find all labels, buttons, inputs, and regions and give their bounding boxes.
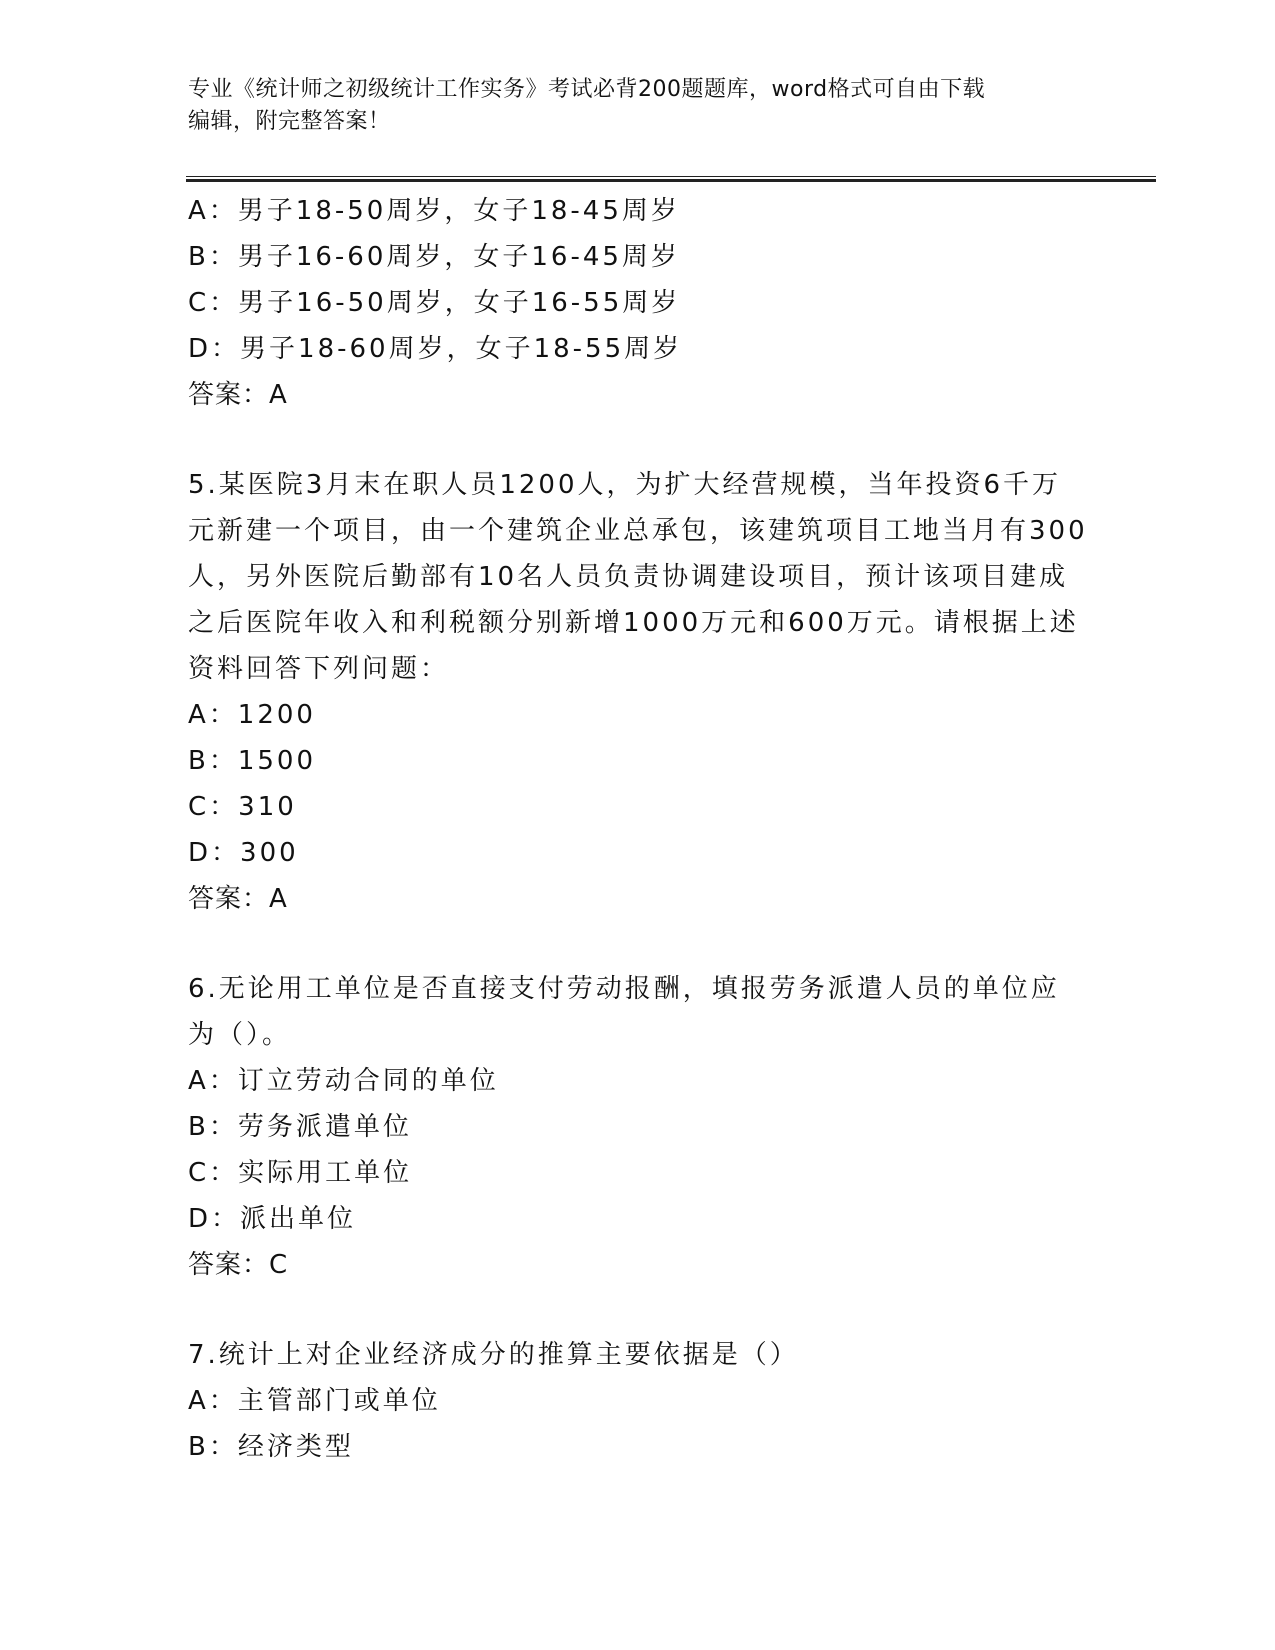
option-a: A：订立劳动合同的单位: [188, 1066, 499, 1096]
question-stem-line: 人，另外医院后勤部有10名人员负责协调建设项目，预计该项目建成: [188, 562, 1069, 592]
option-d: D：男子18-60周岁，女子18-55周岁: [188, 334, 683, 364]
question-6: [188, 966, 1088, 1288]
question-stem-line: 6.无论用工单位是否直接支付劳动报酬，填报劳务派遣人员的单位应: [188, 974, 1060, 1004]
spacer: [188, 922, 1088, 966]
option-b: B：男子16-60周岁，女子16-45周岁: [188, 242, 680, 272]
page-header: [188, 74, 1088, 138]
option-c: C：310: [188, 792, 297, 822]
header-title-line-2: 编辑，附完整答案！: [188, 109, 391, 134]
option-a: A：1200: [188, 700, 316, 730]
question-stem-line: 之后医院年收入和利税额分别新增1000万元和600万元。请根据上述: [188, 608, 1079, 638]
option-a: A：男子18-50周岁，女子18-45周岁: [188, 196, 680, 226]
question-5: [188, 462, 1088, 922]
option-d: D：派出单位: [188, 1204, 357, 1234]
question-7: [188, 1332, 1088, 1470]
header-title-line-1: 专业《统计师之初级统计工作实务》考试必背200题题库，word格式可自由下载: [188, 77, 986, 102]
question-stem-line: 5.某医院3月末在职人员1200人，为扩大经营规模，当年投资6千万: [188, 470, 1062, 500]
option-a: A：主管部门或单位: [188, 1386, 441, 1416]
option-b: B：经济类型: [188, 1432, 354, 1462]
spacer: [188, 1288, 1088, 1332]
option-c: C：实际用工单位: [188, 1158, 413, 1188]
option-b: B：劳务派遣单位: [188, 1112, 412, 1142]
question-stem-line: 7.统计上对企业经济成分的推算主要依据是（）: [188, 1340, 799, 1370]
question-4: [188, 188, 1088, 418]
header-divider: [186, 176, 1156, 182]
question-stem-line: 资料回答下列问题：: [188, 654, 450, 684]
option-d: D：300: [188, 838, 299, 868]
spacer: [188, 418, 1088, 462]
answer-line: 答案：A: [188, 380, 288, 410]
question-stem-line: 元新建一个项目，由一个建筑企业总承包，该建筑项目工地当月有300: [188, 516, 1088, 546]
answer-line: 答案：C: [188, 1250, 289, 1280]
question-content: [188, 188, 1088, 1470]
option-b: B：1500: [188, 746, 317, 776]
question-stem-line: 为（）。: [188, 1020, 292, 1050]
option-c: C：男子16-50周岁，女子16-55周岁: [188, 288, 681, 318]
answer-line: 答案：A: [188, 884, 288, 914]
